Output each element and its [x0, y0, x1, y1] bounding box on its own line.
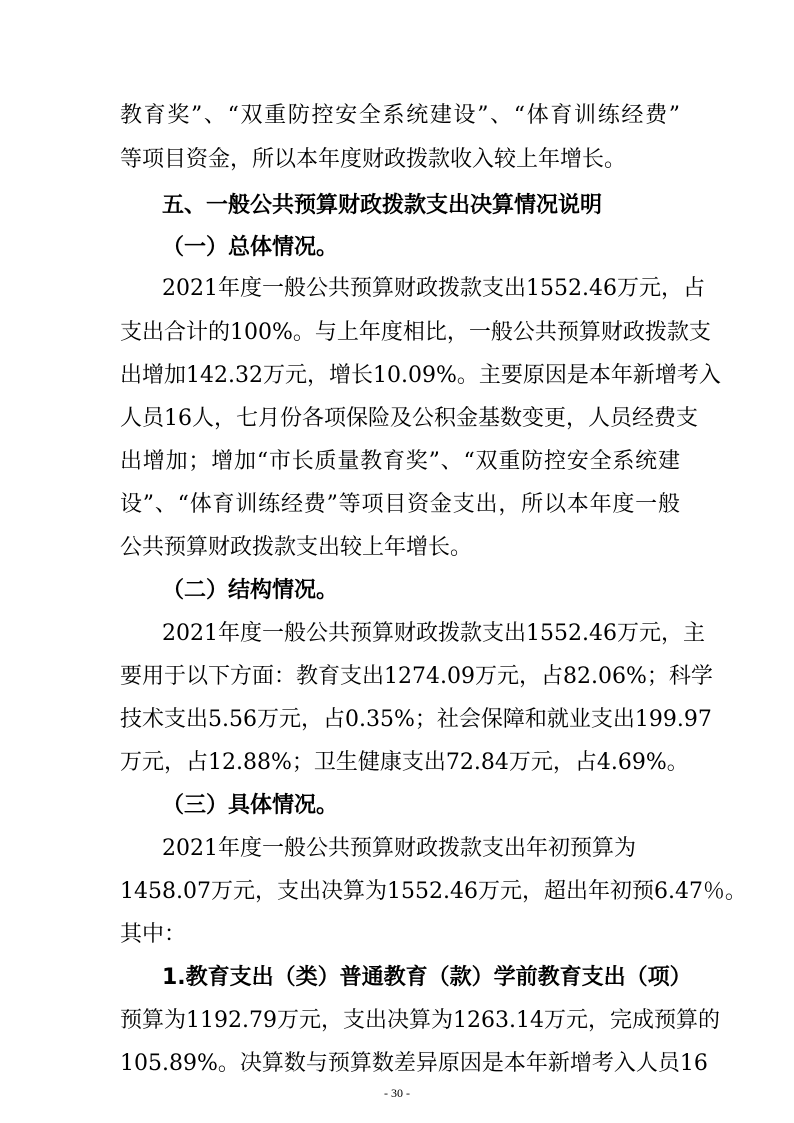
subsection-heading: （二）结构情况。: [162, 578, 339, 603]
page-number: - 30 -: [384, 1086, 410, 1100]
paragraph-line: 设”、“体育训练经费”等项目资金支出，所以本年度一般: [120, 492, 680, 517]
paragraph-line: 等项目资金，所以本年度财政拨款收入较上年增长。: [120, 147, 627, 172]
paragraph-line: 出增加142.32万元，增长10.09%。主要原因是本年新增考入: [120, 363, 721, 388]
paragraph-line: 1458.07万元，支出决算为1552.46万元，超出年初预6.47％。: [120, 879, 747, 904]
paragraph-line: 教育奖”、“双重防控安全系统建设”、“体育训练经费”: [120, 103, 680, 128]
section-heading: 五、一般公共预算财政拨款支出决算情况说明: [162, 193, 603, 218]
paragraph-line: 105.89%。决算数与预算数差异原因是本年新增考入人员16: [120, 1051, 708, 1076]
paragraph-line: 公共预算财政拨款支出较上年增长。: [120, 535, 473, 560]
paragraph-line: 出增加；增加“市长质量教育奖”、“双重防控安全系统建: [120, 449, 680, 474]
paragraph-line: 人员16人，七月份各项保险及公积金基数变更，人员经费支: [120, 406, 698, 431]
paragraph-line: 支出合计的100%。与上年度相比，一般公共预算财政拨款支: [120, 320, 711, 345]
paragraph-line: 2021年度一般公共预算财政拨款支出年初预算为: [162, 836, 636, 861]
paragraph-line: 2021年度一般公共预算财政拨款支出1552.46万元，主: [162, 621, 705, 646]
item-heading: 1.教育支出（类）普通教育（款）学前教育支出（项）: [162, 965, 692, 990]
paragraph-line: 预算为1192.79万元，支出决算为1263.14万元，完成预算的: [120, 1008, 720, 1033]
paragraph-line: 2021年度一般公共预算财政拨款支出1552.46万元，占: [162, 276, 705, 301]
paragraph-line: 万元，占12.88%；卫生健康支出72.84万元，占4.69%。: [120, 750, 689, 775]
paragraph-line: 要用于以下方面：教育支出1274.09万元，占82.06%；科学: [120, 664, 713, 689]
paragraph-line: 技术支出5.56万元，占0.35%；社会保障和就业支出199.97: [120, 707, 712, 732]
subsection-heading: （三）具体情况。: [162, 793, 339, 818]
paragraph-line: 其中：: [120, 922, 187, 947]
subsection-heading: （一）总体情况。: [162, 235, 339, 260]
